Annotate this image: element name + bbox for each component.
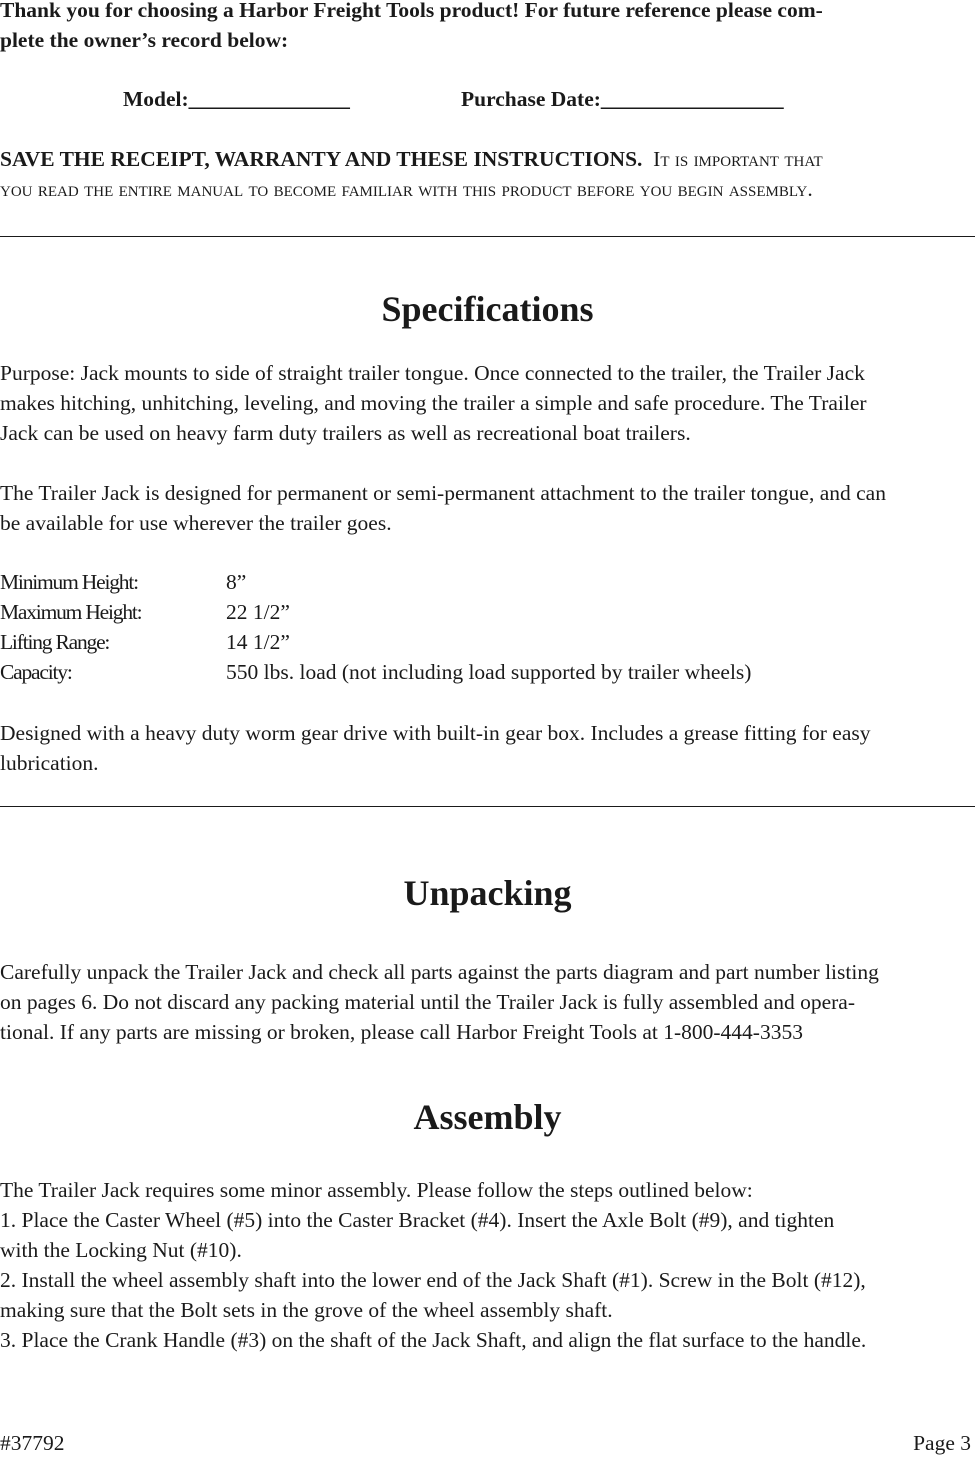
specifications-heading: Specifications xyxy=(381,289,594,329)
save-notice-text: It is important that xyxy=(653,147,823,171)
unpacking-line: Carefully unpack the Trailer Jack and check all parts against the parts diagram and part number listing xyxy=(0,960,879,984)
model-field: Model:_______________ xyxy=(123,87,350,111)
assembly-line: with the Locking Nut (#10). xyxy=(0,1238,242,1262)
assembly-line: The Trailer Jack requires some minor assembly. Please follow the steps outlined below: xyxy=(0,1178,753,1202)
purpose-line: Jack can be used on heavy farm duty trailers as well as recreational boat trailers. xyxy=(0,421,691,445)
assembly-heading: Assembly xyxy=(413,1097,562,1137)
divider-rule xyxy=(0,806,975,807)
assembly-line: 3. Place the Crank Handle (#3) on the shaft of the Jack Shaft, and align the flat surface to the handle. xyxy=(0,1328,867,1352)
save-notice-line-1 xyxy=(0,144,823,174)
assembly-line: making sure that the Bolt sets in the grove of the wheel assembly shaft. xyxy=(0,1298,613,1322)
save-notice-bold: SAVE THE RECEIPT, WARRANTY AND THESE INSTRUCTIONS. xyxy=(0,147,643,171)
spec-label-lifting-range: Lifting Range: xyxy=(0,630,110,654)
spec-value-lifting-range: 14 1/2” xyxy=(226,630,290,654)
spec-label-minimum-height: Minimum Height: xyxy=(0,570,138,594)
purpose-line: Purpose: Jack mounts to side of straight trailer tongue. Once connected to the trailer, the Trailer Jack xyxy=(0,361,865,385)
design-line: be available for use wherever the trailer goes. xyxy=(0,511,392,535)
spec-value-capacity: 550 lbs. load (not including load supported by trailer wheels) xyxy=(226,660,752,684)
unpacking-line: on pages 6. Do not discard any packing material until the Trailer Jack is fully assembled and opera- xyxy=(0,990,856,1014)
purchase-date-field: Purchase Date:_________________ xyxy=(461,87,784,111)
assembly-line: 1. Place the Caster Wheel (#5) into the Caster Bracket (#4). Insert the Axle Bolt (#9), and tighten xyxy=(0,1208,835,1232)
gear-line: lubrication. xyxy=(0,751,99,775)
purpose-line: makes hitching, unhitching, leveling, and moving the trailer a simple and safe procedure. The Trailer xyxy=(0,391,867,415)
assembly-line: 2. Install the wheel assembly shaft into the lower end of the Jack Shaft (#1). Screw in the Bolt (#12), xyxy=(0,1268,866,1292)
spec-value-maximum-height: 22 1/2” xyxy=(226,600,290,624)
unpacking-heading: Unpacking xyxy=(403,873,572,913)
spec-value-minimum-height: 8” xyxy=(226,570,247,594)
spec-label-capacity: Capacity: xyxy=(0,660,72,684)
unpacking-line: tional. If any parts are missing or broken, please call Harbor Freight Tools at 1-800-444-3353 xyxy=(0,1020,803,1044)
design-line: The Trailer Jack is designed for permanent or semi-permanent attachment to the trailer tongue, and can xyxy=(0,481,886,505)
intro-text-line-2: plete the owner’s record below: xyxy=(0,28,289,52)
gear-line: Designed with a heavy duty worm gear drive with built-in gear box. Includes a grease fitting for easy xyxy=(0,721,871,745)
intro-text-line-1: Thank you for choosing a Harbor Freight Tools product! For future reference please com- xyxy=(0,0,823,22)
page-number: Page 3 xyxy=(913,1431,971,1455)
spec-label-maximum-height: Maximum Height: xyxy=(0,600,142,624)
save-notice-line-2: you read the entire manual to become familiar with this product before you begin assembly. xyxy=(0,177,813,201)
divider-rule xyxy=(0,236,975,237)
item-number: #37792 xyxy=(0,1431,65,1455)
